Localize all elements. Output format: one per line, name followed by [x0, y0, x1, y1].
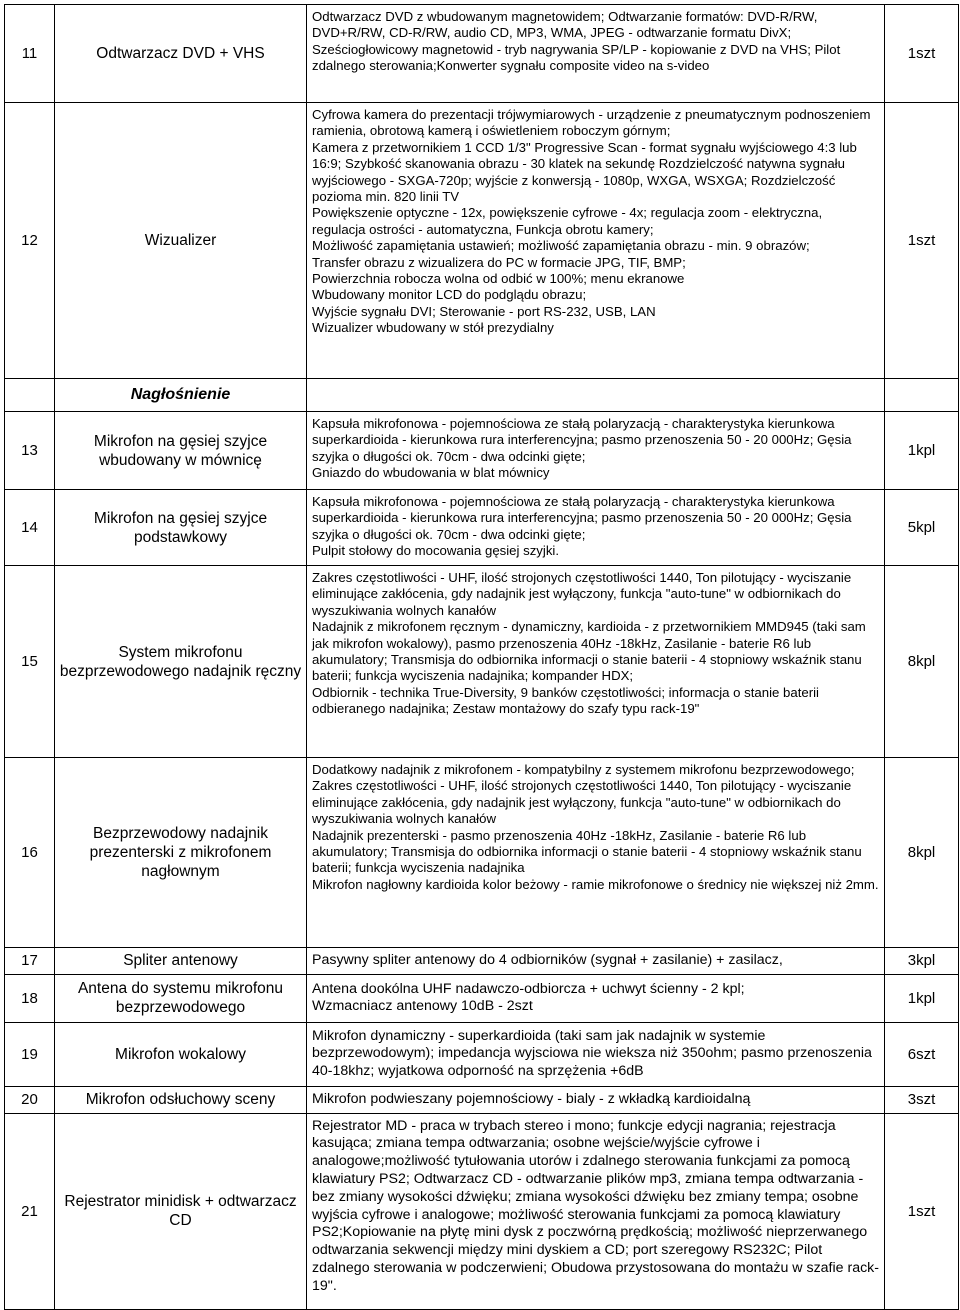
item-description: Odtwarzacz DVD z wbudowanym magnetowidem; Odtwarzanie formatów: DVD-R/RW, DVD+R/RW, CD-R/RW, audio CD, MP3, WMA, JPEG - odtwarzanie formatu DivX; Sześciogłowicowy magnetowid - tryb nagrywania SP/LP - kopiowanie z DVD na VHS; Pilot zdalnego sterowania;Konwerter sygnału composite video na s-video [307, 5, 885, 103]
item-description: Pasywny spliter antenowy do 4 odbiorników (sygnał + zasilanie) + zasilacz, [307, 948, 885, 975]
row-number: 11 [5, 5, 55, 103]
table-row [5, 1113, 959, 1309]
row-number: 18 [5, 974, 55, 1022]
item-description: Zakres częstotliwości - UHF, ilość strojonych częstotliwości 1440, Ton pilotujący - wyciszanie eliminujące zakłócenia, gdy nadajnik jest wyłączony, funkcja "auto-tune" w odbiornikach do wyszukiwania wolnych kanałów Nadajnik z mikrofonem ręcznym - dynamiczny, kardioida - z przetwornikiem MMD945 (taki sam jak mikrofon wokalowy), pasmo przenoszenia 40Hz -18kHz, Zasilanie - baterie R6 lub akumulatory; Transmisja do odbiornika informacji o stanie baterii - 4 stopniowy wskaźnik stanu baterii; funkcja wyciszenia nadajnika; kompander HDX; Odbiornik - technika True-Diversity, 9 banków częstotliwości; informacja o stanie baterii odbieranego nadajnika; Zestaw montażowy do szafy typu rack-19" [307, 566, 885, 758]
section-header: Nagłośnienie [55, 379, 307, 412]
row-number: 17 [5, 948, 55, 975]
item-name: Wizualizer [55, 103, 307, 379]
item-name: System mikrofonu bezprzewodowego nadajnik ręczny [55, 566, 307, 758]
table-row [5, 490, 959, 566]
item-quantity: 3szt [885, 1086, 959, 1113]
section-spacer [307, 379, 885, 412]
item-name: Rejestrator minidisk + odtwarzacz CD [55, 1113, 307, 1309]
item-description: Mikrofon podwieszany pojemnościowy - bialy - z wkładką kardioidalną [307, 1086, 885, 1113]
item-quantity: 1szt [885, 1113, 959, 1309]
row-number: 16 [5, 758, 55, 948]
item-quantity: 1szt [885, 103, 959, 379]
item-description: Dodatkowy nadajnik z mikrofonem - kompatybilny z systemem mikrofonu bezprzewodowego; Zakres częstotliwości - UHF, ilość strojonych częstotliwości 1440, Ton pilotujący - wyciszanie eliminujące zakłócenia, gdy nadajnik jest wyłączony, funkcja "auto-tune" w odbiornikach do wyszukiwania wolnych kanałów Nadajnik prezenterski - pasmo przenoszenia 40Hz -18kHz, Zasilanie - baterie R6 lub akumulatory; Transmisja do odbiornika informacji o stanie baterii - 4 stopniowy wskaźnik stanu baterii; funkcja wyciszenia nadajnika Mikrofon nagłowny kardioida kolor beżowy - ramie mikrofonowe o średnicy nie większej niż 2mm. [307, 758, 885, 948]
specification-table [4, 4, 959, 1310]
item-description: Kapsuła mikrofonowa - pojemnościowa ze stałą polaryzacją - charakterystyka kierunkowa superkardioida - kierunkowa rura interferencyjna; pasmo przenoszenia 50 - 20 000Hz; Gęsia szyjka o długości ok. 70cm - dwa odcinki gięte; Pulpit stołowy do mocowania gęsiej szyjki. [307, 490, 885, 566]
item-description: Cyfrowa kamera do prezentacji trójwymiarowych - urządzenie z pneumatycznym podnoszeniem ramienia, obrotową kamerą i oświetleniem roboczym górnym; Kamera z przetwornikiem 1 CCD 1/3" Progressive Scan - format sygnału wyjściowego 4:3 lub 16:9; Szybkość skanowania obrazu - 30 klatek na sekundę Rozdzielczość natywna sygnału wyjściowego - SXGA-720p; wyjście z konwersją - 1080p, WXGA, WSXGA; Rozdzielczość pozioma min. 820 linii TV Powiększenie optyczne - 12x, powiększenie cyfrowe - 4x; regulacja zoom - elektryczna, regulacja ostrości - automatyczna, Funkcja obrotu kamery; Możliwość zapamiętania ustawień; możliwość zapamiętania obrazu - min. 9 obrazów; Transfer obrazu z wizualizera do PC w formacie JPG, TIF, BMP; Powierzchnia robocza wolna od odbić w 100%; menu ekranowe Wbudowany monitor LCD do podglądu obrazu; Wyjście sygnału DVI; Sterowanie - port RS-232, USB, LAN Wizualizer wbudowany w stół prezydialny [307, 103, 885, 379]
item-quantity: 1kpl [885, 974, 959, 1022]
section-header-row [5, 379, 959, 412]
item-quantity: 8kpl [885, 758, 959, 948]
item-quantity: 6szt [885, 1022, 959, 1086]
row-number: 21 [5, 1113, 55, 1309]
section-spacer [5, 379, 55, 412]
item-name: Odtwarzacz DVD + VHS [55, 5, 307, 103]
row-number: 14 [5, 490, 55, 566]
item-name: Bezprzewodowy nadajnik prezenterski z mikrofonem nagłownym [55, 758, 307, 948]
item-name: Antena do systemu mikrofonu bezprzewodowego [55, 974, 307, 1022]
row-number: 19 [5, 1022, 55, 1086]
table-row [5, 103, 959, 379]
table-row [5, 758, 959, 948]
item-description: Kapsuła mikrofonowa - pojemnościowa ze stałą polaryzacją - charakterystyka kierunkowa superkardioida - kierunkowa rura interferencyjna; pasmo przenoszenia 50 - 20 000Hz; Gęsia szyjka o długości ok. 70cm - dwa odcinki gięte; Gniazdo do wbudowania w blat mównicy [307, 412, 885, 490]
section-spacer [885, 379, 959, 412]
item-name: Mikrofon na gęsiej szyjce podstawkowy [55, 490, 307, 566]
item-quantity: 1szt [885, 5, 959, 103]
item-quantity: 5kpl [885, 490, 959, 566]
item-quantity: 3kpl [885, 948, 959, 975]
row-number: 12 [5, 103, 55, 379]
table-row [5, 566, 959, 758]
item-description: Rejestrator MD - praca w trybach stereo i mono; funkcje edycji nagrania; rejestracja kasująca; zmiana tempa odtwarzania; osobne wejście/wyjście cyfrowe i analogowe;możliwość tytułowania utorów i zdalnego sterowania funkcjami za pomocą klawiatury PS2; Odtwarzacz CD - odtwarzanie plików mp3, zmiana tempa odtwarzania - bez zmiany wysokości dźwięku; zmiana wysokości dźwięku bez zmiany tempa; osobne wyjścia cyfrowe i analogowe; możliwość sterowania funkcjami za pomocą klawiatury PS2;Kopiowanie na płytę mini dysk z poczwórną prędkością; możliwość nieprzerwanego odtwarzania sekwencji między mini dyskiem a CD; port szeregowy RS232C; Pilot zdalnego sterowania w podczerwieni; Obudowa przystosowana do montażu w szafie rack-19". [307, 1113, 885, 1309]
item-quantity: 8kpl [885, 566, 959, 758]
item-description: Mikrofon dynamiczny - superkardioida (taki sam jak nadajnik w systemie bezprzewodowym); impedancja wyjsciowa nie wieksza niż 350ohm; pasmo przenoszenia 40-18khz; wyjatkowa odporność na sprzężenia +6dB [307, 1022, 885, 1086]
table-row [5, 948, 959, 975]
item-name: Mikrofon odsłuchowy sceny [55, 1086, 307, 1113]
item-quantity: 1kpl [885, 412, 959, 490]
item-name: Mikrofon wokalowy [55, 1022, 307, 1086]
item-name: Mikrofon na gęsiej szyjce wbudowany w mównicę [55, 412, 307, 490]
table-row [5, 5, 959, 103]
row-number: 13 [5, 412, 55, 490]
item-description: Antena dookólna UHF nadawczo-odbiorcza + uchwyt ścienny - 2 kpl; Wzmacniacz antenowy 10dB - 2szt [307, 974, 885, 1022]
item-name: Spliter antenowy [55, 948, 307, 975]
table-row [5, 974, 959, 1022]
row-number: 15 [5, 566, 55, 758]
table-row [5, 1086, 959, 1113]
table-row [5, 1022, 959, 1086]
row-number: 20 [5, 1086, 55, 1113]
table-row [5, 412, 959, 490]
